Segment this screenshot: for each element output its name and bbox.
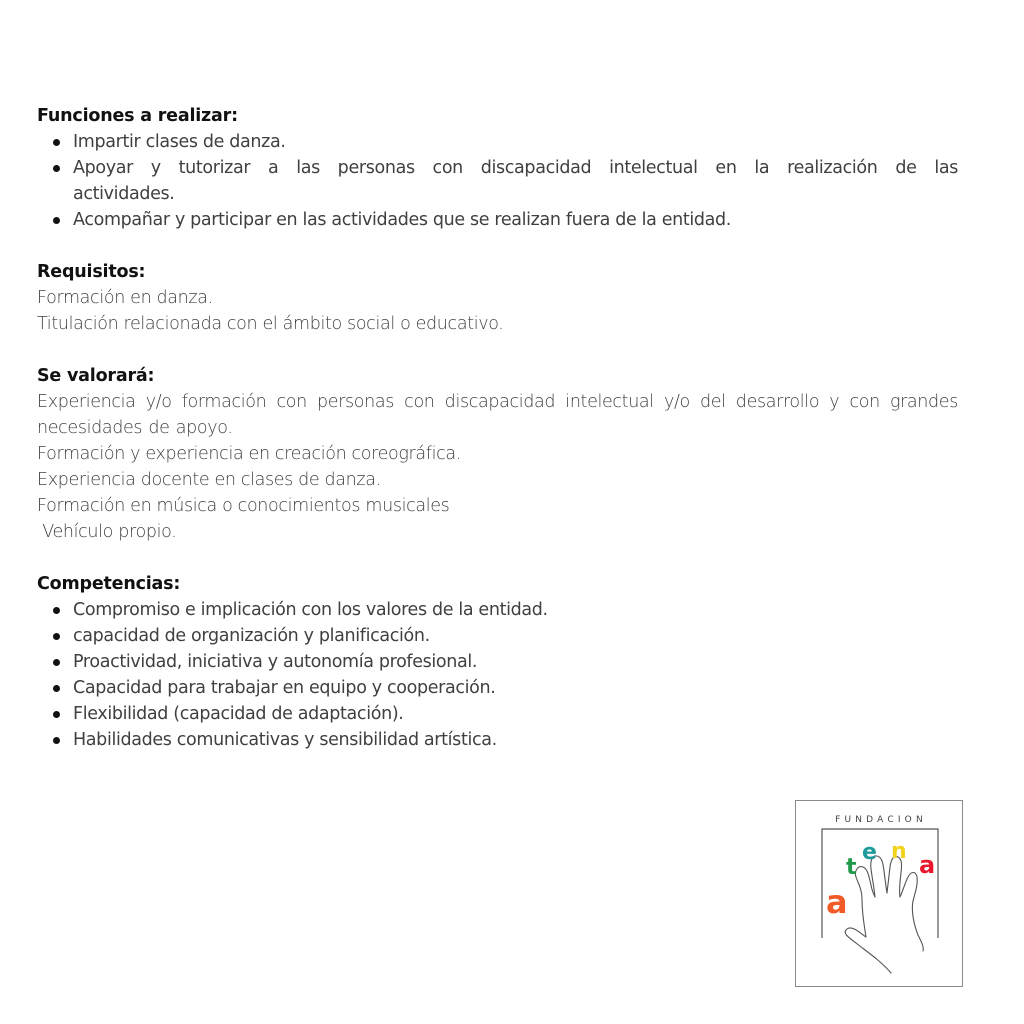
valued-line: Formación en música o conocimientos musicales bbox=[37, 496, 450, 516]
hand-icon bbox=[845, 856, 923, 973]
bullet-icon bbox=[53, 711, 60, 718]
list-item: Capacidad para trabajar en equipo y cooperación. bbox=[37, 675, 958, 701]
fundacion-atena-logo bbox=[795, 800, 963, 987]
section-heading: Se valorará: bbox=[37, 366, 155, 386]
list-item: Flexibilidad (capacidad de adaptación). bbox=[37, 701, 958, 727]
job-description bbox=[37, 103, 958, 753]
section-funciones bbox=[37, 103, 958, 233]
list-item: Compromiso e implicación con los valores de la entidad. bbox=[37, 597, 958, 623]
section-heading: Funciones a realizar: bbox=[37, 106, 238, 126]
funciones-list bbox=[37, 129, 958, 233]
list-item: Impartir clases de danza. bbox=[37, 129, 958, 155]
logo-letter-a2: a bbox=[919, 851, 936, 879]
bullet-icon bbox=[53, 165, 60, 172]
valued-line: Experiencia y/o formación con personas con discapacidad intelectual y/o del desarrollo y con grandes necesidades de apoyo. bbox=[37, 392, 958, 438]
list-item: Apoyar y tutorizar a las personas con discapacidad intelectual en la realización de las actividades. bbox=[37, 155, 958, 207]
section-valorara bbox=[37, 363, 958, 545]
section-heading: Requisitos: bbox=[37, 262, 146, 282]
logo-letter-a1: a bbox=[826, 883, 848, 921]
logo-title: FUNDACION bbox=[835, 815, 927, 825]
bullet-icon bbox=[53, 139, 60, 146]
logo-letter-e: e bbox=[862, 840, 877, 865]
list-item: Habilidades comunicativas y sensibilidad artística. bbox=[37, 727, 958, 753]
bullet-icon bbox=[53, 737, 60, 744]
list-item: capacidad de organización y planificación. bbox=[37, 623, 958, 649]
valued-line: Vehículo propio. bbox=[37, 522, 177, 542]
bullet-icon bbox=[53, 633, 60, 640]
bullet-icon bbox=[53, 685, 60, 692]
bullet-icon bbox=[53, 217, 60, 224]
section-heading: Competencias: bbox=[37, 574, 181, 594]
list-item: Acompañar y participar en las actividades que se realizan fuera de la entidad. bbox=[37, 207, 958, 233]
section-requisitos bbox=[37, 259, 958, 337]
bullet-icon bbox=[53, 659, 60, 666]
list-item: Proactividad, iniciativa y autonomía profesional. bbox=[37, 649, 958, 675]
competencias-list bbox=[37, 597, 958, 753]
requirement-line: Titulación relacionada con el ámbito social o educativo. bbox=[37, 314, 504, 334]
valued-line: Formación y experiencia en creación coreográfica. bbox=[37, 444, 461, 464]
requirement-line: Formación en danza. bbox=[37, 288, 213, 308]
valued-line: Experiencia docente en clases de danza. bbox=[37, 470, 381, 490]
logo-letter-t: t bbox=[846, 855, 857, 880]
logo-graphic bbox=[796, 801, 964, 988]
logo-letter-n: n bbox=[891, 839, 907, 864]
bullet-icon bbox=[53, 607, 60, 614]
section-competencias bbox=[37, 571, 958, 753]
